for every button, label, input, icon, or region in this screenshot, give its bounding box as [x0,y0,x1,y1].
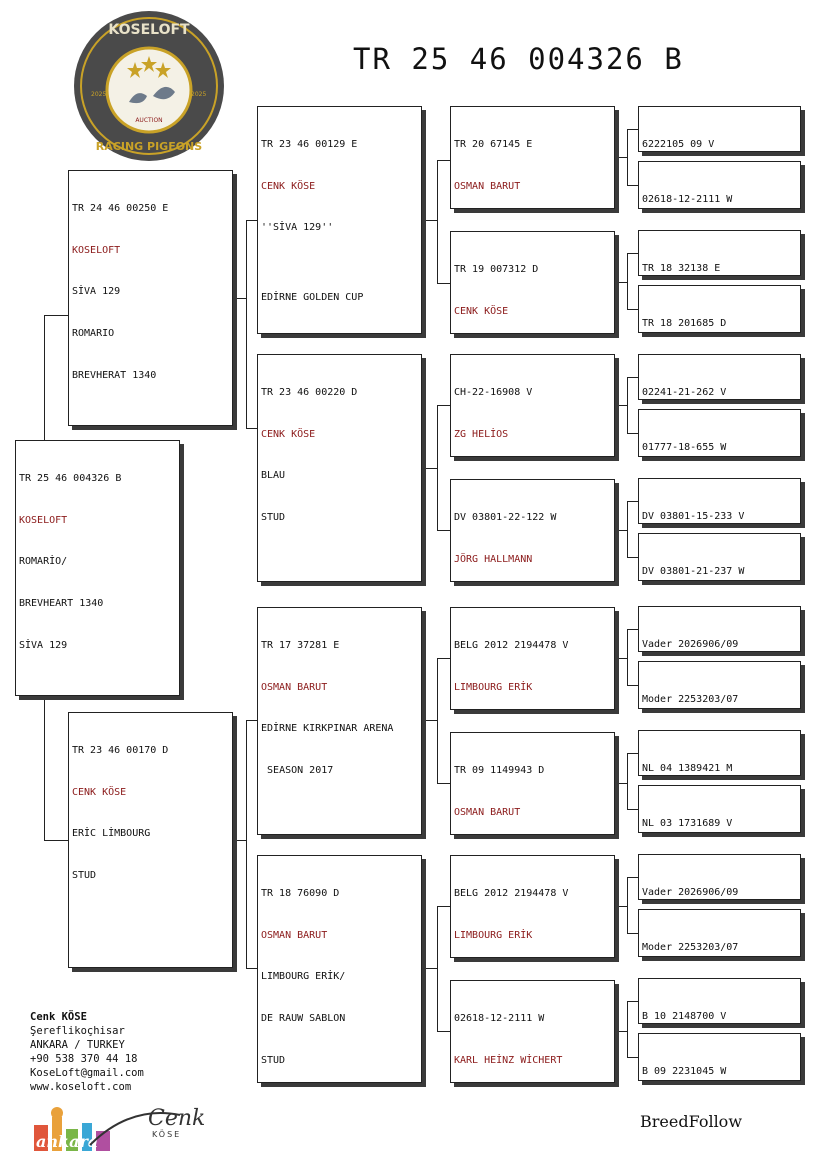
note-line: ROMARIO [72,327,115,339]
note-line [261,581,418,583]
connector-line [422,968,437,969]
note-line: ROMARİO/ [19,556,68,568]
ring-number: TR 20 67145 E [454,138,533,150]
connector-line [246,720,257,721]
connector-line [437,405,450,406]
connector-line [615,157,627,158]
owner-name: CENK KÖSE [261,428,316,440]
connector-line [627,1057,638,1058]
gen5-card-3[interactable] [638,230,801,276]
connector-line [44,840,68,841]
ring-number: Vader 2026906/09 [642,638,739,650]
cenk-kose-logo [30,1095,220,1155]
owner-name: KOSELOFT [19,514,68,526]
breedfollow-brand: BreedFollow [640,1112,743,1131]
connector-line [627,309,638,310]
connector-line [615,906,627,907]
connector-line [627,877,638,878]
logo-ankara-text: ankara [36,1132,99,1151]
contact-phone[interactable]: +90 538 370 44 18 [30,1053,138,1065]
connector-line [627,501,638,502]
connector-line [44,315,68,316]
connector-line [437,658,438,784]
ring-number: TR 23 46 00220 D [261,386,358,398]
connector-line [246,968,257,969]
ring-number: TR 18 32138 E [642,262,721,274]
note-line [261,333,418,335]
connector-line [615,783,627,784]
ring-number: 02618-12-2111 W [454,1012,545,1024]
gen5-card-16[interactable] [638,1033,801,1081]
gen3-card-3[interactable] [257,607,422,835]
contact-email[interactable]: KoseLoft@gmail.com [30,1067,144,1079]
connector-line [627,129,638,130]
pedigree-title: TR 25 46 004326 B [353,42,684,76]
logo-center-text: AUCTION [135,117,163,124]
connector-line [627,685,638,686]
ring-number: Vader 2026906/09 [642,886,739,898]
gen5-card-6[interactable] [638,409,801,457]
ring-number: TR 25 46 004326 B [19,472,122,484]
ring-number: TR 23 46 00129 E [261,138,358,150]
gen3-card-1[interactable] [257,106,422,334]
contact-website[interactable]: www.koseloft.com [30,1081,132,1093]
owner-name: CENK KÖSE [261,180,316,192]
connector-line [615,405,627,406]
connector-line [615,282,627,283]
connector-line [627,629,628,686]
gen4-card-6[interactable] [450,732,615,835]
connector-line [627,433,638,434]
note-line: STUD [261,511,286,523]
connector-line [437,783,450,784]
ring-number: B 09 2231045 W [642,1065,727,1077]
ring-number: TR 18 76090 D [261,887,340,899]
connector-line [627,1001,628,1058]
logo-cenk-text: Cenk [148,1106,206,1131]
connector-line [627,501,628,558]
logo-year-left: 2025 [91,91,107,98]
ring-number: BELG 2012 2194478 V [454,887,569,899]
note-line: SEASON 2017 [261,764,334,776]
note-line: ''SİVA 129'' [261,222,334,234]
gen5-card-15[interactable] [638,978,801,1024]
gen4-card-5[interactable] [450,607,615,710]
note-line: STUD [72,869,97,881]
connector-line [615,658,627,659]
connector-line [246,720,247,969]
connector-line [437,530,450,531]
owner-name: KOSELOFT [72,244,121,256]
note-line: DE RAUW SABLON [261,1012,346,1024]
connector-line [627,253,638,254]
gen4-card-8[interactable] [450,980,615,1083]
owner-name: KARL HEİNZ WİCHERT [454,1054,563,1066]
gen5-card-10[interactable] [638,661,801,709]
connector-line [627,377,628,434]
owner-name: LIMBOURG ERİK [454,929,533,941]
owner-name: CENK KÖSE [454,305,509,317]
ring-number: TR 18 201685 D [642,317,727,329]
gen5-card-2[interactable] [638,161,801,209]
connector-line [627,809,638,810]
owner-name: OSMAN BARUT [454,180,521,192]
subject-card[interactable] [15,440,180,696]
logo-bottom-text: RACING PIGEONS [95,140,203,153]
note-line: SİVA 129 [19,639,68,651]
ring-number: Moder 2253203/07 [642,693,739,705]
ring-number: BELG 2012 2194478 V [454,639,569,651]
contact-name: Cenk KÖSE [30,1011,87,1023]
contact-region: ANKARA / TURKEY [30,1039,125,1051]
owner-name: ZG HELİOS [454,428,509,440]
connector-line [627,753,628,810]
connector-line [437,1031,450,1032]
gen3-card-2[interactable] [257,354,422,582]
connector-line [627,129,628,186]
connector-line [437,283,450,284]
connector-line [246,428,257,429]
owner-name: LIMBOURG ERİK [454,681,533,693]
note-line: EDİRNE GOLDEN CUP [261,291,364,303]
connector-line [437,906,438,1032]
note-line: BREVHEART 1340 [19,597,104,609]
connector-line [627,753,638,754]
gen5-card-12[interactable] [638,785,801,833]
gen5-card-4[interactable] [638,285,801,333]
note-line: BLAU [261,470,286,482]
owner-name: CENK KÖSE [72,786,127,798]
logo-top-text: KOSELOFT [108,22,190,38]
gen5-card-9[interactable] [638,606,801,652]
logo-year-right: 2025 [191,91,207,98]
gen5-card-11[interactable] [638,730,801,776]
gen5-card-5[interactable] [638,354,801,400]
connector-line [627,1001,638,1002]
ring-number: 01777-18-655 W [642,441,727,453]
connector-line [422,220,437,221]
ring-number: 6222105 09 V [642,138,715,150]
gen5-card-7[interactable] [638,478,801,524]
connector-line [246,220,247,429]
ring-number: DV 03801-21-237 W [642,565,745,577]
ring-number: 02618-12-2111 W [642,193,733,205]
gen4-card-2[interactable] [450,231,615,334]
connector-line [437,405,438,531]
connector-line [422,720,437,721]
connector-line [437,906,450,907]
owner-name: JÖRG HALLMANN [454,553,533,565]
connector-line [627,877,628,934]
connector-line [422,468,437,469]
note-line: ERİC LİMBOURG [72,828,151,840]
contact-info [30,1010,144,1094]
ring-number: TR 24 46 00250 E [72,202,169,214]
ring-number: 02241-21-262 V [642,386,727,398]
connector-line [627,557,638,558]
gen4-card-4[interactable] [450,479,615,582]
gen4-card-1[interactable] [450,106,615,209]
connector-line [246,220,257,221]
sire-card[interactable] [68,170,233,426]
ring-number: Moder 2253203/07 [642,941,739,953]
connector-line [233,298,246,299]
note-line: BREVHERAT 1340 [72,369,157,381]
connector-line [627,377,638,378]
connector-line [437,658,450,659]
note-line: EDİRNE KIRKPINAR ARENA [261,723,394,735]
owner-name: OSMAN BARUT [261,681,328,693]
owner-name: OSMAN BARUT [454,806,521,818]
ring-number: DV 03801-15-233 V [642,510,745,522]
connector-line [627,933,638,934]
contact-city: Şereflikoçhisar [30,1025,125,1037]
note-line: SİVA 129 [72,286,121,298]
connector-line [437,160,450,161]
connector-line [233,840,246,841]
gen4-card-3[interactable] [450,354,615,457]
note-line: LIMBOURG ERİK/ [261,971,346,983]
ring-number: NL 04 1389421 M [642,762,733,774]
gen3-card-4[interactable] [257,855,422,1083]
ring-number: TR 09 1149943 D [454,764,545,776]
ring-number: DV 03801-22-122 W [454,511,557,523]
ring-number: NL 03 1731689 V [642,817,733,829]
gen5-card-14[interactable] [638,909,801,957]
note-line: STUD [261,1054,286,1066]
ring-number: TR 23 46 00170 D [72,744,169,756]
dam-card[interactable] [68,712,233,968]
gen4-card-7[interactable] [450,855,615,958]
owner-name: OSMAN BARUT [261,929,328,941]
note-line [261,834,418,836]
koseloft-logo [73,10,225,162]
connector-line [615,1031,627,1032]
connector-line [615,530,627,531]
connector-line [627,185,638,186]
gen5-card-13[interactable] [638,854,801,900]
connector-line [627,253,628,310]
logo-kose-text: KÖSE [152,1130,182,1139]
ring-number: TR 17 37281 E [261,639,340,651]
connector-line [437,160,438,284]
gen5-card-8[interactable] [638,533,801,581]
gen5-card-1[interactable] [638,106,801,152]
connector-line [627,629,638,630]
ring-number: CH-22-16908 V [454,386,533,398]
ring-number: B 10 2148700 V [642,1010,727,1022]
ring-number: TR 19 007312 D [454,263,539,275]
